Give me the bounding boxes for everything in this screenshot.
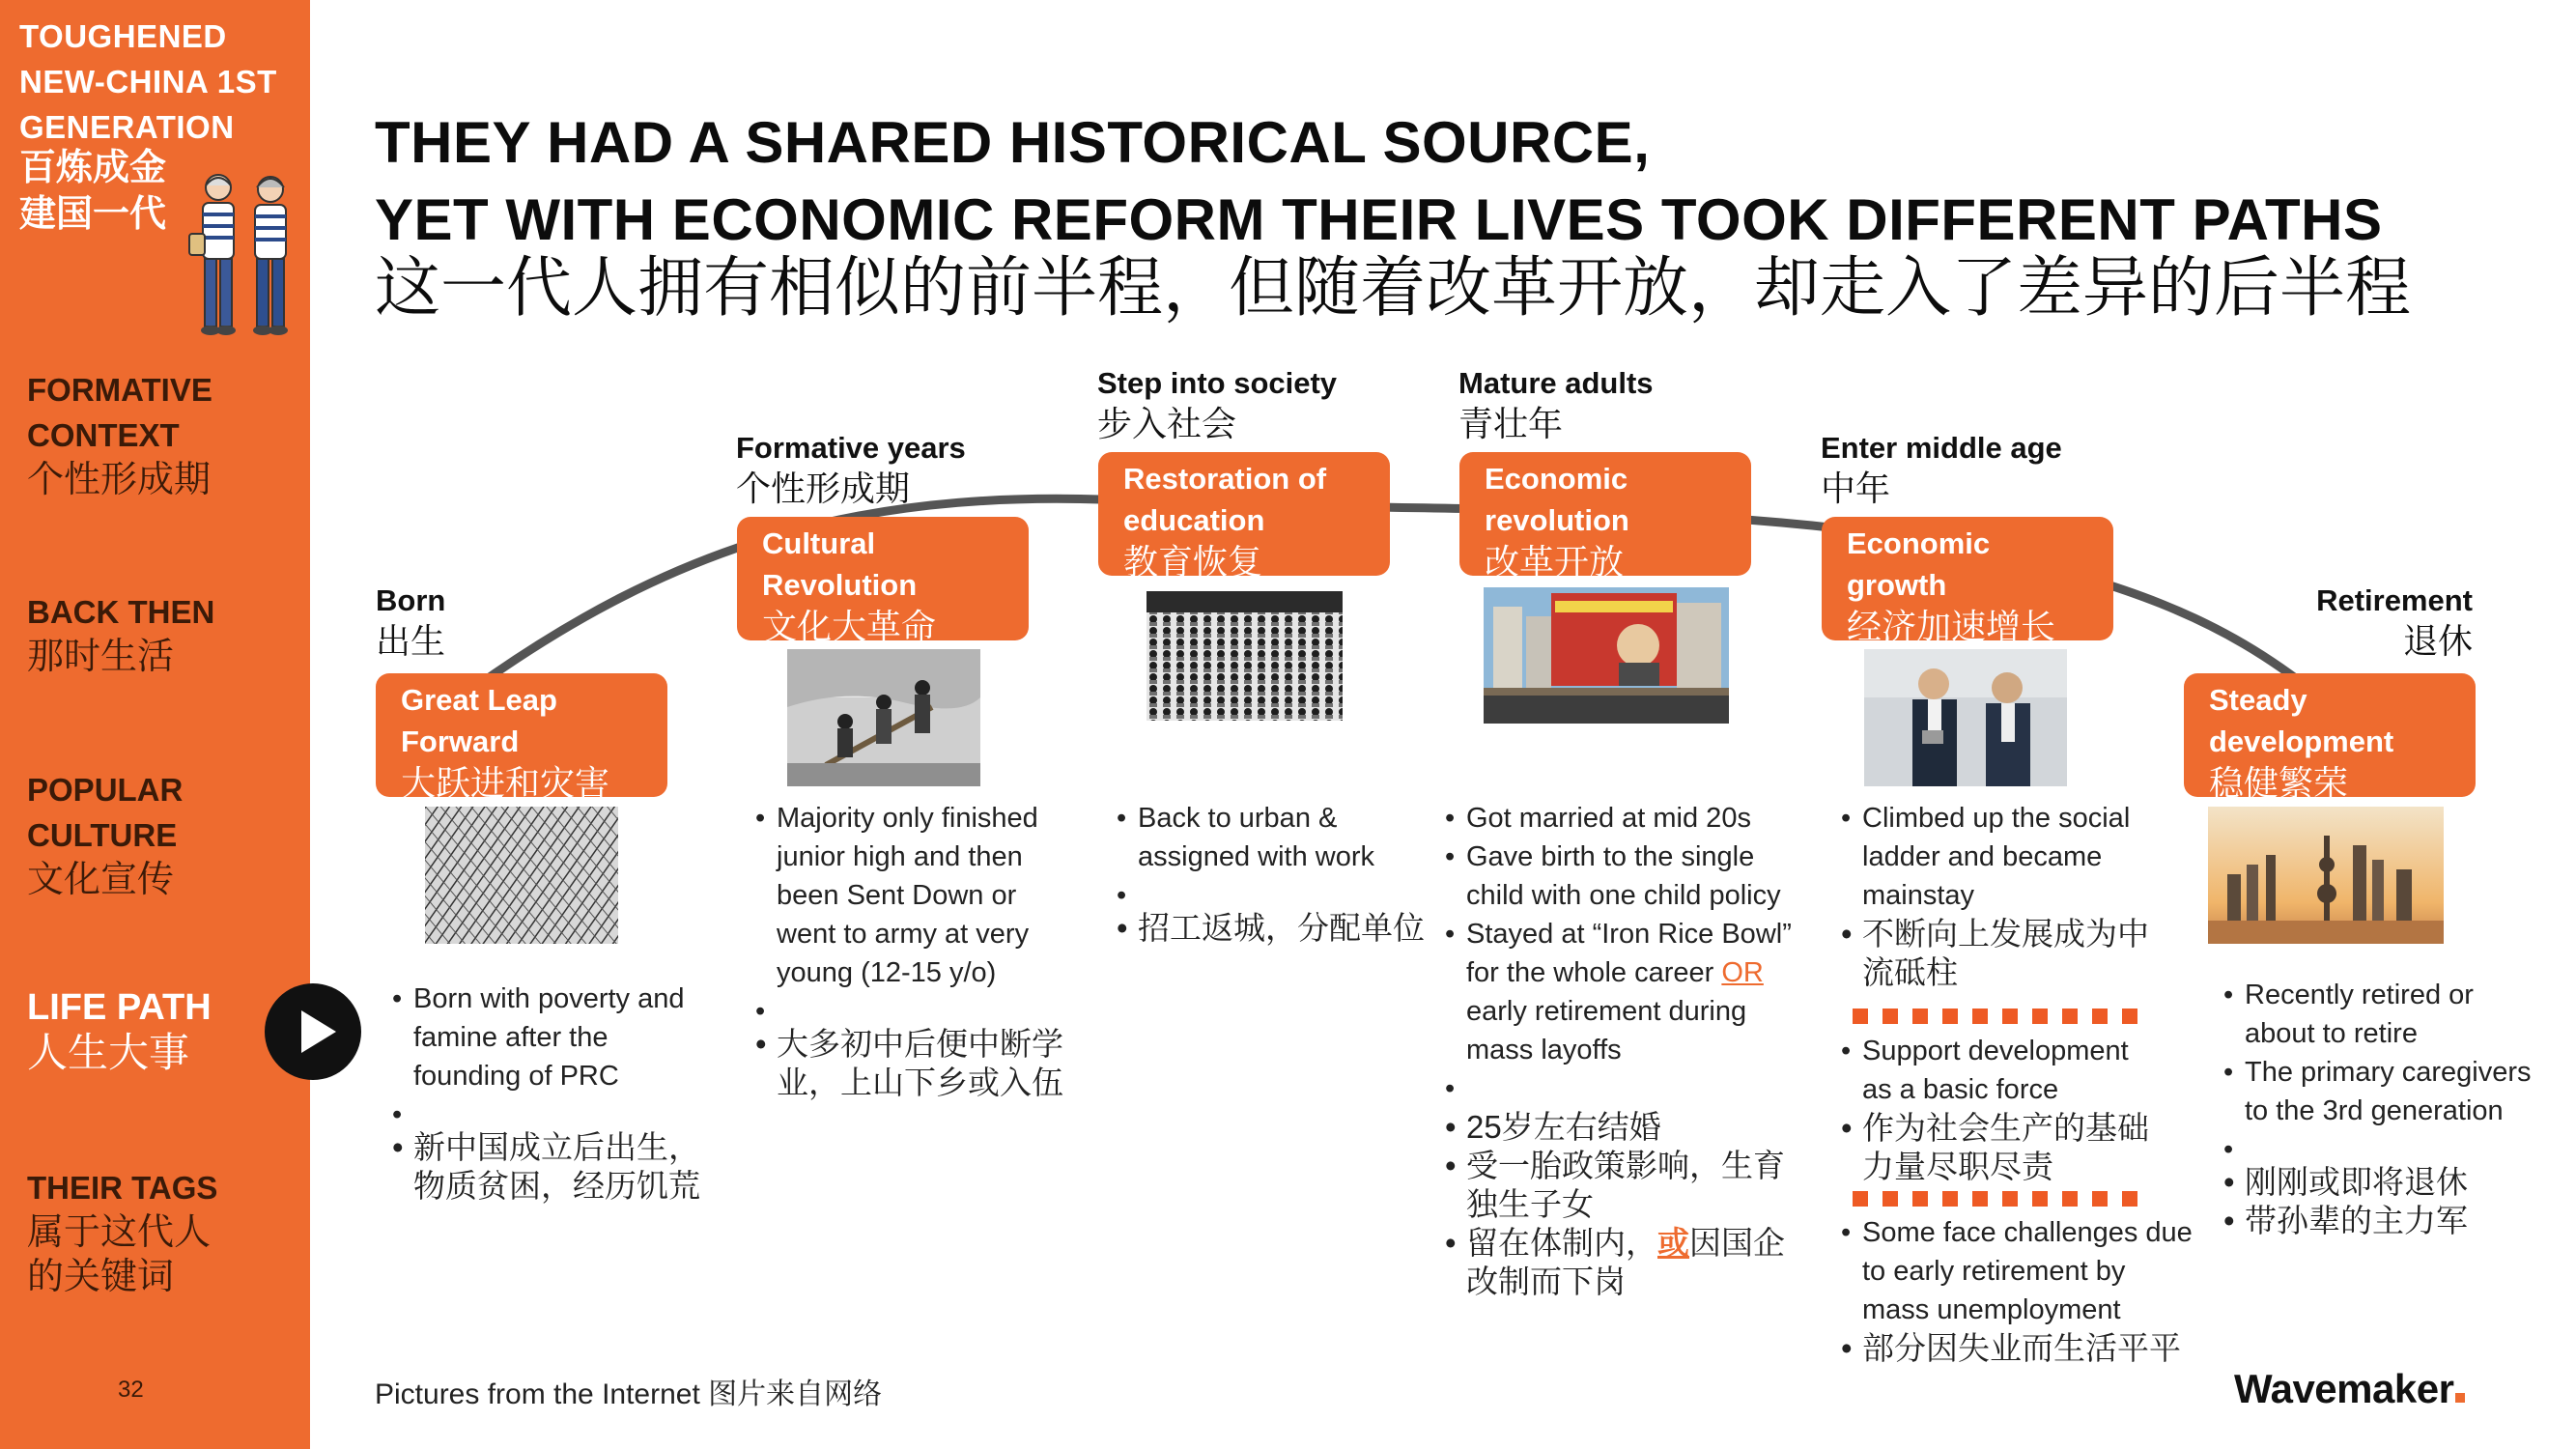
spacer xyxy=(2223,1130,2571,1163)
list-item: • 刚刚或即将退休 xyxy=(2223,1163,2571,1202)
event-label-en: Cultural xyxy=(762,526,876,560)
list-item: • 招工返城，分配单位 xyxy=(1117,909,1445,948)
list-item: • 留在体制内，或因国企 改制而下岗 xyxy=(1445,1224,1831,1301)
event-label-zh: 大跃进和灾害 xyxy=(401,763,610,803)
stage-label-en: Enter middle age xyxy=(1821,431,2062,465)
list-item: • Recently retired or about to retire xyxy=(2223,976,2571,1053)
event-label-zh: 教育恢复 xyxy=(1123,542,1263,582)
photo-city-skyline xyxy=(2208,807,2444,944)
list-item: • Back to urban & assigned with work xyxy=(1117,799,1445,876)
nav-label-en: BACK THEN xyxy=(27,594,215,630)
list-item: • 部分因失业而生活平平 xyxy=(1841,1329,2208,1368)
spacer xyxy=(755,992,1093,1025)
stage-label-en: Formative years xyxy=(736,431,966,465)
list-item: • Majority only finished junior high and then been Sent Down or went to army at very young (12-15 y/o) xyxy=(755,799,1093,992)
event-label-en: Restoration of xyxy=(1123,462,1327,496)
event-label-en: Revolution xyxy=(762,568,918,602)
nav-label-zh: 文化宣传 xyxy=(27,860,175,900)
stage-header-formative xyxy=(736,428,966,509)
brand-line: TOUGHENED xyxy=(19,18,227,54)
stage-header-born xyxy=(376,581,445,662)
nav-label-en: FORMATIVE xyxy=(27,372,212,408)
stage-header-mature xyxy=(1458,363,1654,444)
nav-label-zh: 属于这代人 xyxy=(27,1212,212,1253)
nav-label-en: THEIR TAGS xyxy=(27,1170,218,1206)
bullets-society xyxy=(1117,799,1445,948)
brand-line: 百炼成金 xyxy=(19,148,167,188)
stage-label-zh: 步入社会 xyxy=(1097,404,1237,443)
list-item: • 新中国成立后出生， 物质贫困，经历饥荒 xyxy=(392,1128,740,1206)
stage-label-zh: 中年 xyxy=(1821,469,1891,508)
wavemaker-logo: Wavemaker xyxy=(2234,1366,2465,1412)
photo-exam-hall xyxy=(1146,591,1343,721)
nav-label-zh: 人生大事 xyxy=(27,1030,190,1075)
list-item: • The primary caregivers to the 3rd generation xyxy=(2223,1053,2571,1130)
list-item: • Support development as a basic force xyxy=(1841,1032,2208,1109)
list-item: • Stayed at “Iron Rice Bowl” for the whole career OR early retirement during mass layoffs xyxy=(1445,915,1831,1069)
event-label-zh: 经济加速增长 xyxy=(1847,607,2056,646)
bullets-retirement xyxy=(2223,976,2571,1240)
page-title-line1: THEY HAD A SHARED HISTORICAL SOURCE, xyxy=(375,110,1651,175)
list-item: • Born with poverty and famine after the founding of PRC xyxy=(392,980,740,1095)
event-label-zh: 稳健繁荣 xyxy=(2209,763,2349,803)
nav-label-en: LIFE PATH xyxy=(27,987,212,1028)
brand-line: NEW-CHINA 1ST xyxy=(19,64,277,99)
event-label-zh: 改革开放 xyxy=(1485,542,1625,582)
bullets-middle-a xyxy=(1841,799,2208,992)
event-label-en: development xyxy=(2209,724,2394,758)
nav-label-en: CONTEXT xyxy=(27,417,180,453)
event-label-en: Forward xyxy=(401,724,520,758)
spacer xyxy=(1445,1069,1831,1108)
footnote: Pictures from the Internet 图片来自网络 xyxy=(375,1378,883,1410)
or-highlight: OR xyxy=(1721,957,1764,988)
list-item: • Climbed up the social ladder and became mainstay xyxy=(1841,799,2208,915)
spacer xyxy=(1117,876,1445,909)
list-item: • 不断向上发展成为中 流砥柱 xyxy=(1841,915,2208,992)
stage-header-retirement xyxy=(2183,581,2473,662)
list-item: • Gave birth to the single child with one child policy xyxy=(1445,838,1831,915)
stage-label-en: Born xyxy=(376,583,446,617)
event-label-en: growth xyxy=(1847,568,1947,602)
bullets-formative xyxy=(755,799,1093,1102)
page-title-line2: YET WITH ECONOMIC REFORM THEIR LIVES TOOK DIFFERENT PATHS xyxy=(375,187,2383,252)
bullets-mature xyxy=(1445,799,1831,1301)
stage-label-zh: 退休 xyxy=(2402,621,2473,661)
stage-header-middle xyxy=(1821,428,2062,509)
nav-label-zh: 个性形成期 xyxy=(27,460,212,500)
event-box-economic-growth xyxy=(1822,517,2113,646)
nav-label-en: CULTURE xyxy=(27,817,178,853)
stage-label-zh: 青壮年 xyxy=(1458,404,1564,443)
list-item: • Some face challenges due to early retirement by mass unemployment xyxy=(1841,1213,2208,1329)
stage-header-society xyxy=(1097,363,1337,444)
list-item: • 带孙辈的主力军 xyxy=(2223,1202,2571,1240)
event-label-en: revolution xyxy=(1485,503,1629,537)
event-label-en: education xyxy=(1123,503,1265,537)
list-item: • 25岁左右结婚 xyxy=(1445,1108,1831,1147)
spacer xyxy=(392,1095,740,1128)
event-box-economic-revolution xyxy=(1459,452,1751,582)
photo-businessmen xyxy=(1864,649,2067,786)
list-item: • 大多初中后便中断学 业，上山下乡或入伍 xyxy=(755,1025,1093,1102)
list-item: • 作为社会生产的基础 力量尽职尽责 xyxy=(1841,1109,2208,1186)
brand-line: 建国一代 xyxy=(19,194,167,235)
event-label-en: Great Leap xyxy=(401,683,557,717)
brand-line: GENERATION xyxy=(19,109,235,145)
event-box-great-leap xyxy=(376,673,667,803)
event-box-cultural-revolution xyxy=(737,517,1029,646)
stage-label-en: Retirement xyxy=(2316,583,2473,617)
event-label-en: Steady xyxy=(2209,683,2307,717)
nav-label-zh: 的关键词 xyxy=(27,1257,175,1297)
photo-cultural-revolution xyxy=(787,649,980,786)
list-item: • 受一胎政策影响，生育 独生子女 xyxy=(1445,1147,1831,1224)
bullets-born xyxy=(392,980,740,1206)
bullets-middle-c xyxy=(1841,1213,2208,1368)
list-item: • Got married at mid 20s xyxy=(1445,799,1831,838)
event-box-steady-development xyxy=(2184,673,2476,803)
event-label-zh: 文化大革命 xyxy=(762,607,937,646)
or-highlight-zh: 或 xyxy=(1657,1225,1689,1261)
nav-label-zh: 那时生活 xyxy=(27,637,175,677)
event-box-restoration-education xyxy=(1098,452,1390,582)
dashed-separator xyxy=(1853,1191,2164,1208)
stage-label-zh: 出生 xyxy=(376,621,446,661)
stage-label-zh: 个性形成期 xyxy=(736,469,911,508)
stage-label-en: Step into society xyxy=(1097,366,1338,400)
photo-reform-billboard xyxy=(1484,587,1729,724)
page-number: 32 xyxy=(118,1377,144,1403)
bullets-middle-b xyxy=(1841,1032,2208,1186)
event-label-en: Economic xyxy=(1847,526,1991,560)
stage-label-en: Mature adults xyxy=(1458,366,1654,400)
dashed-separator xyxy=(1853,1009,2164,1026)
nav-label-en: POPULAR xyxy=(27,772,184,808)
photo-famine xyxy=(425,807,618,944)
event-label-en: Economic xyxy=(1485,462,1628,496)
page-title-zh: 这一代人拥有相似的前半程，但随着改革开放，却走入了差异的后半程 xyxy=(375,251,2412,325)
